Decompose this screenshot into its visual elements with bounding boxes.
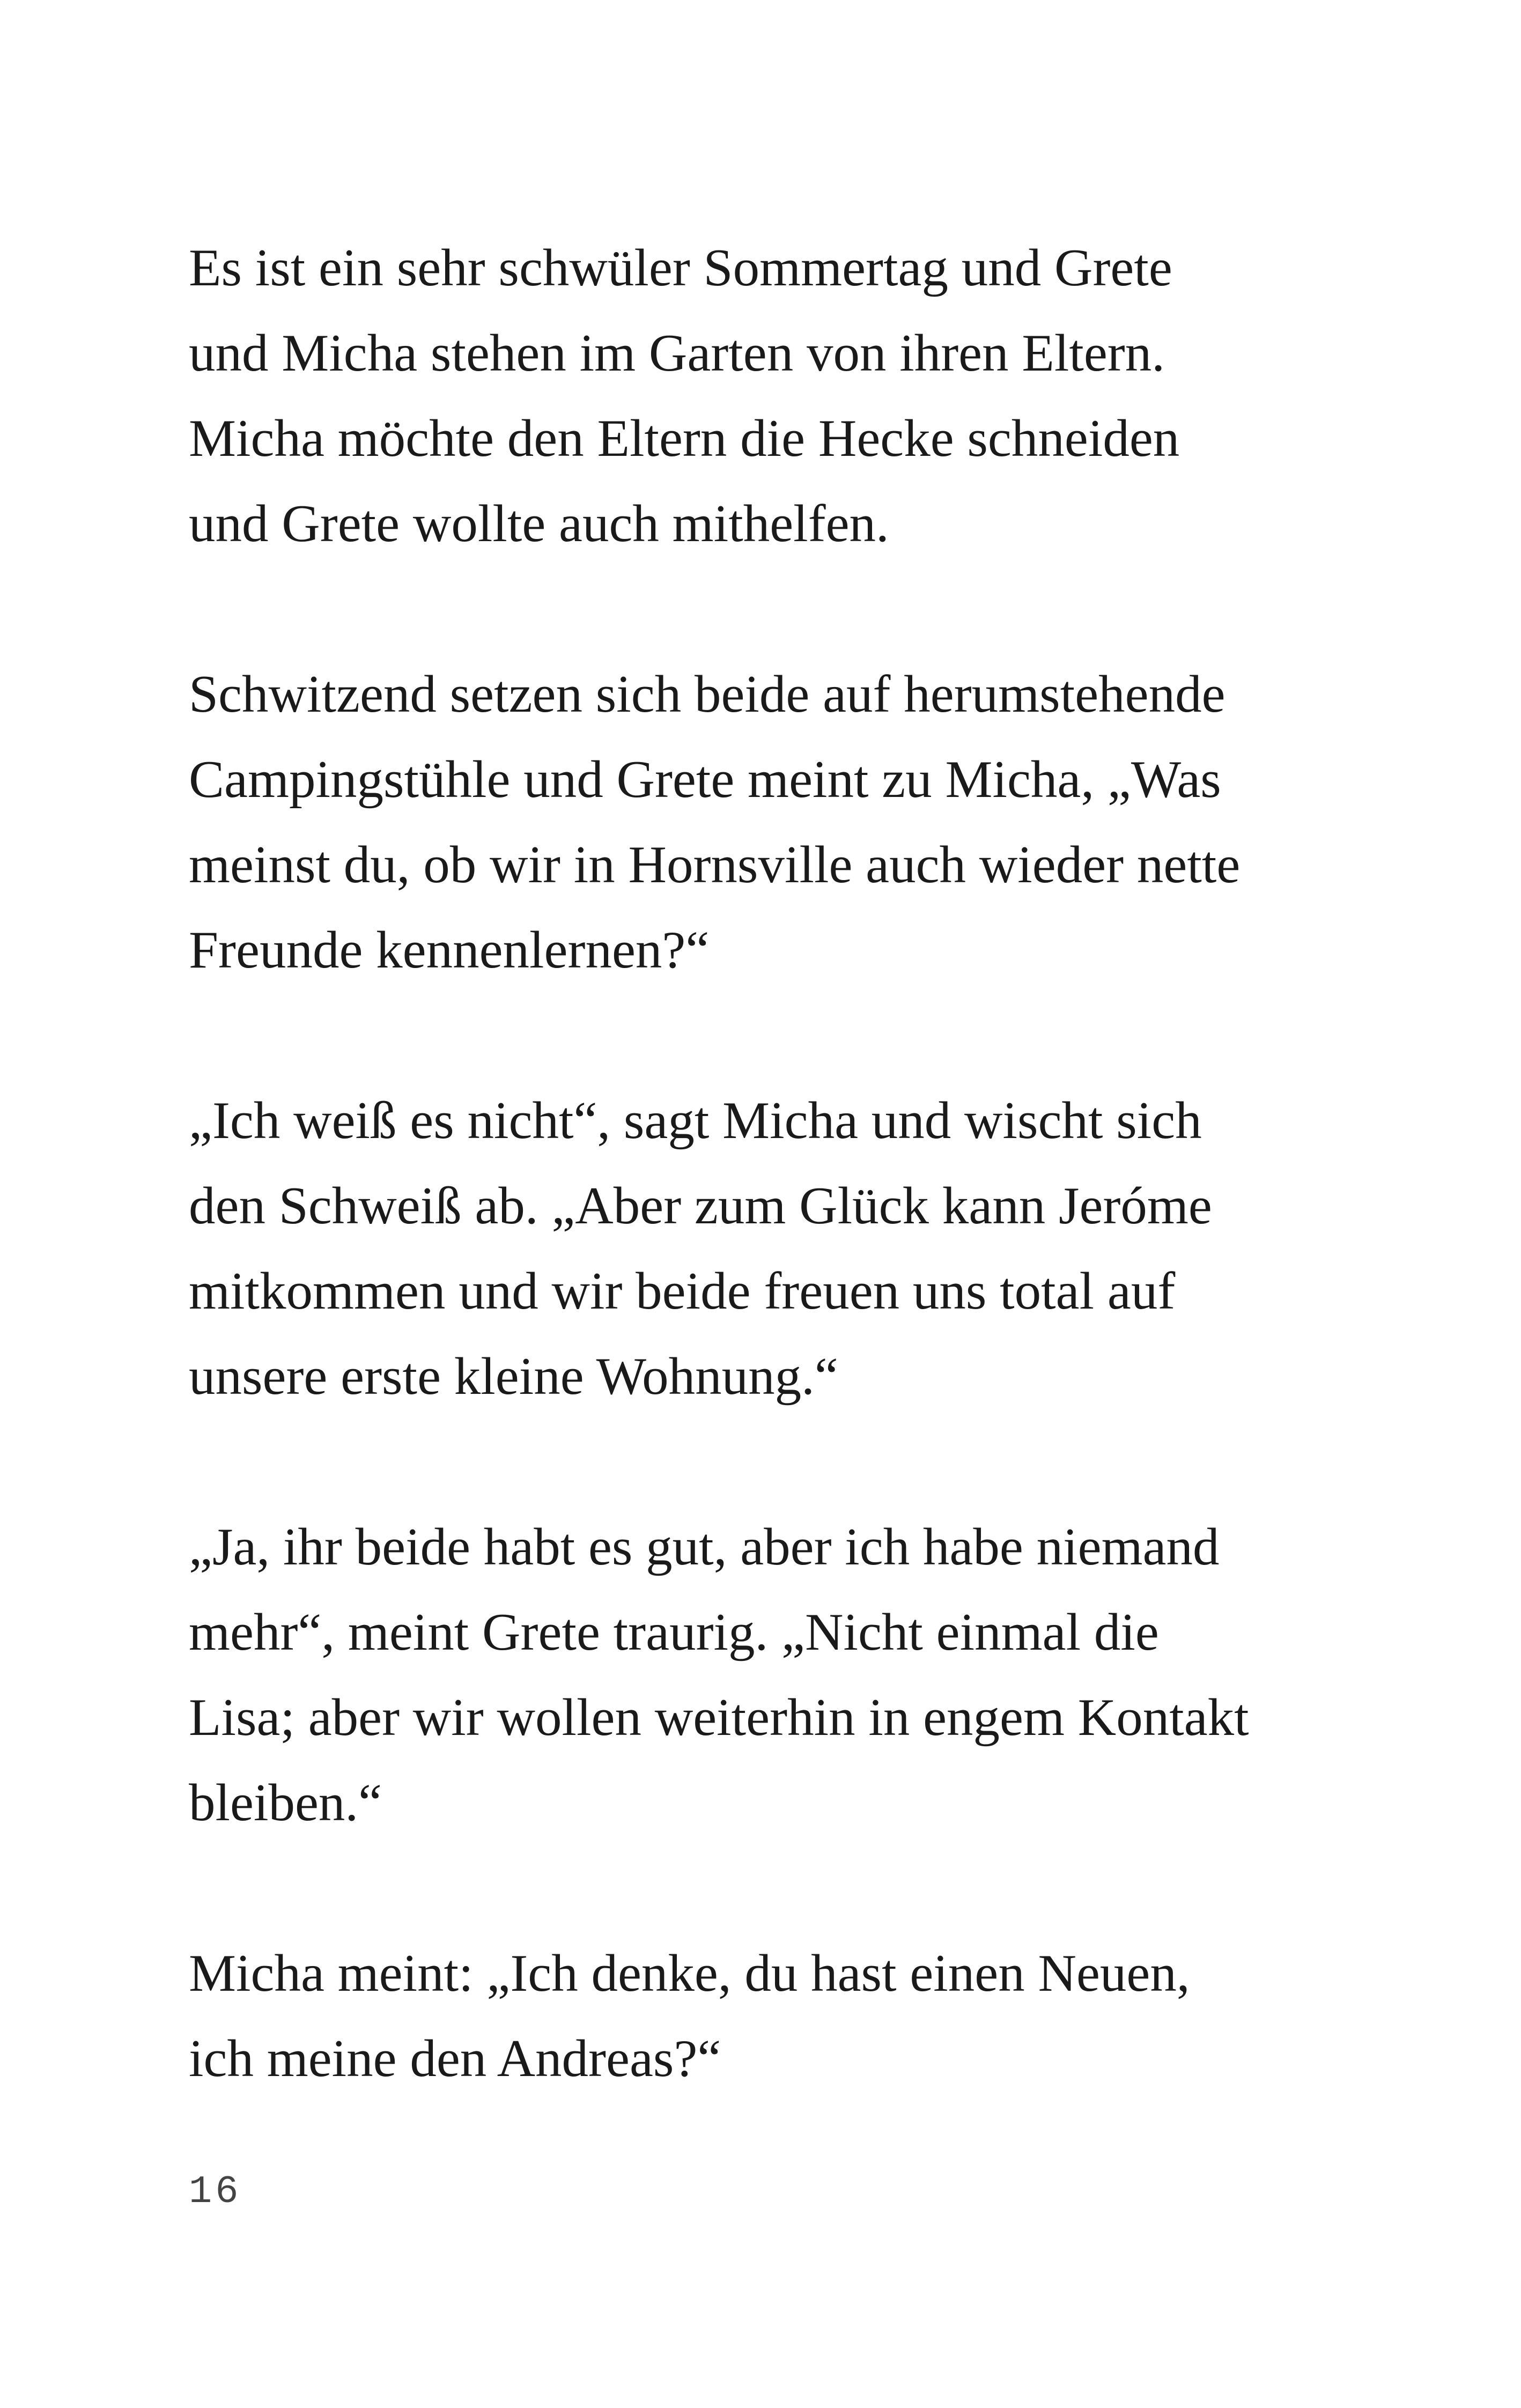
text-line: meinst du, ob wir in Hornsville auch wieder nette bbox=[189, 836, 1241, 894]
text-line: Micha möchte den Eltern die Hecke schneiden bbox=[189, 409, 1180, 468]
page-number: 16 bbox=[189, 2170, 242, 2214]
paragraph bbox=[189, 1504, 1315, 1845]
text-line: den Schweiß ab. „Aber zum Glück kann Jeróme bbox=[189, 1177, 1212, 1235]
paragraph bbox=[189, 652, 1315, 993]
text-line: mehr“, meint Grete traurig. „Nicht einmal die bbox=[189, 1603, 1159, 1661]
text-line: und Micha stehen im Garten von ihren Eltern. bbox=[189, 324, 1165, 382]
text-line: Es ist ein sehr schwüler Sommertag und Grete bbox=[189, 239, 1172, 297]
text-line: „Ich weiß es nicht“, sagt Micha und wischt sich bbox=[189, 1091, 1202, 1150]
text-line: ich meine den Andreas?“ bbox=[189, 2029, 721, 2088]
text-line: bleiben.“ bbox=[189, 1774, 382, 1832]
text-line: Campingstühle und Grete meint zu Micha, „Was bbox=[189, 750, 1221, 809]
text-line: Schwitzend setzen sich beide auf herumstehende bbox=[189, 665, 1225, 723]
body-text bbox=[189, 225, 1315, 2187]
paragraph bbox=[189, 225, 1315, 566]
text-line: unsere erste kleine Wohnung.“ bbox=[189, 1347, 838, 1406]
text-line: und Grete wollte auch mithelfen. bbox=[189, 494, 889, 553]
paragraph bbox=[189, 1931, 1315, 2101]
text-line: Micha meint: „Ich denke, du hast einen Neuen, bbox=[189, 1944, 1190, 2003]
text-line: „Ja, ihr beide habt es gut, aber ich habe niemand bbox=[189, 1518, 1220, 1576]
text-line: Freunde kennenlernen?“ bbox=[189, 921, 710, 979]
text-line: Lisa; aber wir wollen weiterhin in engem Kontakt bbox=[189, 1688, 1249, 1747]
paragraph bbox=[189, 1078, 1315, 1419]
text-line: mitkommen und wir beide freuen uns total auf bbox=[189, 1262, 1176, 1320]
